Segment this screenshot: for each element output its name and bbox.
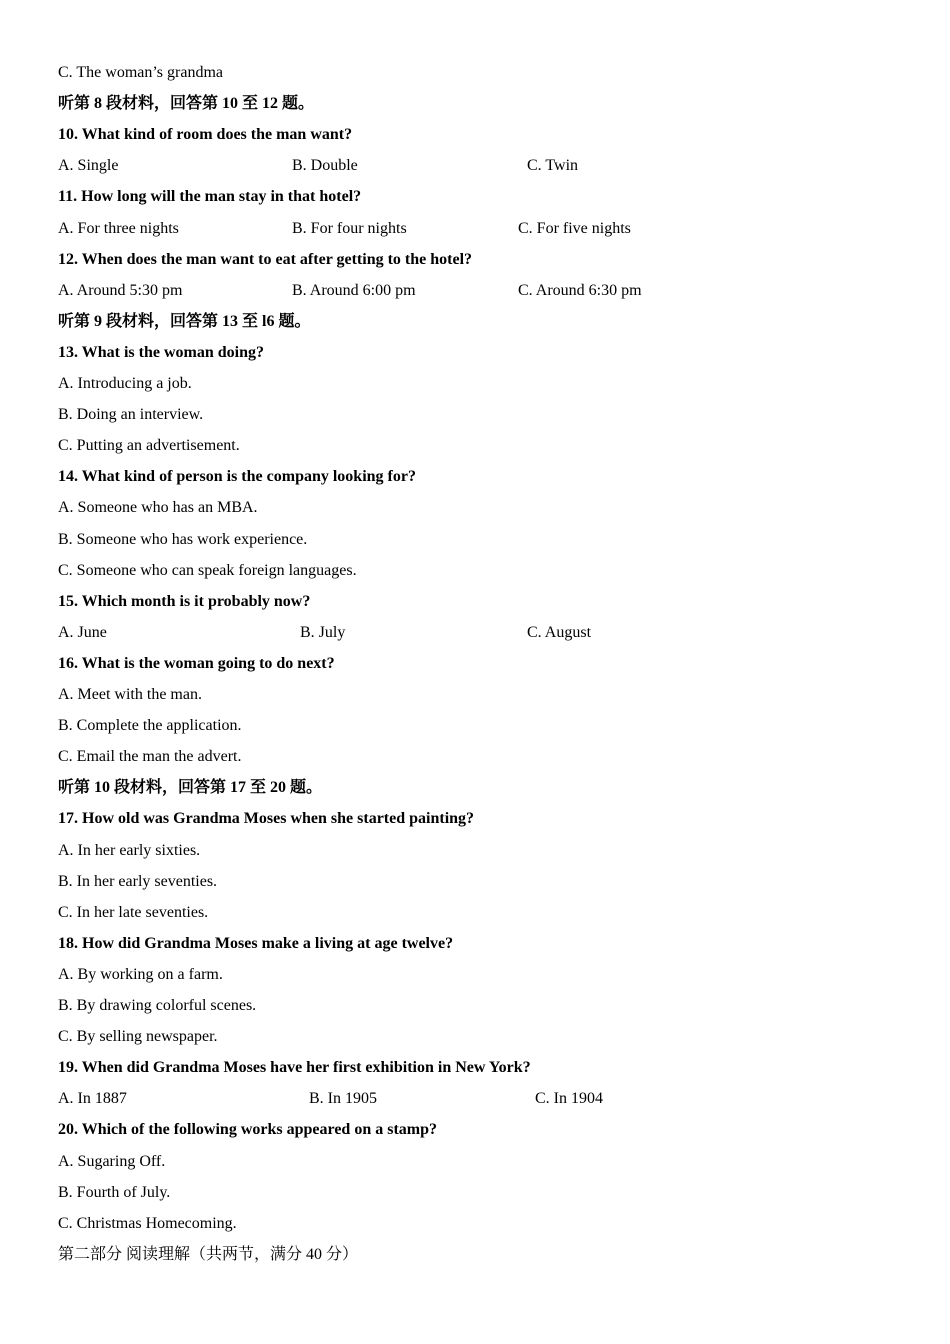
question-text: 17. How old was Grandma Moses when she started painting? — [58, 810, 475, 827]
question-text: 12. When does the man want to eat after getting to the hotel? — [58, 251, 473, 268]
question-text: 15. Which month is it probably now? — [58, 593, 311, 610]
answer-option: C. Christmas Homecoming. — [58, 1215, 237, 1232]
answer-option: B. Doing an interview. — [58, 406, 204, 423]
answer-option: A. By working on a farm. — [58, 966, 223, 983]
answer-option: A. In her early sixties. — [58, 842, 201, 859]
question-text: 16. What is the woman going to do next? — [58, 655, 335, 672]
section-heading: 第二部分 阅读理解（共两节，满分 40 分） — [58, 1246, 359, 1263]
answer-option: B. July — [300, 624, 346, 641]
question-text: 13. What is the woman doing? — [58, 344, 264, 361]
answer-option: B. Complete the application. — [58, 717, 242, 734]
answer-option: A. For three nights — [58, 220, 179, 237]
answer-option: C. In her late seventies. — [58, 904, 209, 921]
answer-option: A. Single — [58, 157, 119, 174]
answer-option: A. Meet with the man. — [58, 686, 202, 703]
answer-option: C. Around 6:30 pm — [518, 282, 642, 299]
section-heading: 听第 10 段材料，回答第 17 至 20 题。 — [58, 779, 323, 796]
answer-option: B. In her early seventies. — [58, 873, 218, 890]
section-heading: 听第 8 段材料，回答第 10 至 12 题。 — [58, 95, 315, 112]
section-heading: 听第 9 段材料，回答第 13 至 l6 题。 — [58, 313, 311, 330]
answer-option: C. August — [527, 624, 592, 641]
answer-option: B. For four nights — [292, 220, 407, 237]
answer-option: A. Sugaring Off. — [58, 1153, 166, 1170]
answer-option: C. By selling newspaper. — [58, 1028, 218, 1045]
answer-option: C. Twin — [527, 157, 579, 174]
question-text: 10. What kind of room does the man want? — [58, 126, 353, 143]
answer-option: C. In 1904 — [535, 1090, 603, 1107]
question-text: 19. When did Grandma Moses have her first exhibition in New York? — [58, 1059, 531, 1076]
answer-option: B. Fourth of July. — [58, 1184, 171, 1201]
answer-option: A. Someone who has an MBA. — [58, 499, 258, 516]
answer-option: A. Around 5:30 pm — [58, 282, 183, 299]
answer-option: A. June — [58, 624, 107, 641]
question-text: 20. Which of the following works appeared on a stamp? — [58, 1121, 437, 1138]
question-text: 14. What kind of person is the company looking for? — [58, 468, 416, 485]
answer-option: B. Around 6:00 pm — [292, 282, 416, 299]
answer-option: C. Someone who can speak foreign languages. — [58, 562, 357, 579]
answer-option: B. Someone who has work experience. — [58, 531, 308, 548]
answer-option: A. In 1887 — [58, 1090, 127, 1107]
answer-option: B. In 1905 — [309, 1090, 377, 1107]
question-text: 18. How did Grandma Moses make a living at age twelve? — [58, 935, 454, 952]
answer-option: B. By drawing colorful scenes. — [58, 997, 257, 1014]
answer-option: B. Double — [292, 157, 358, 174]
answer-option: C. The woman’s grandma — [58, 64, 224, 81]
answer-option: C. Putting an advertisement. — [58, 437, 240, 454]
answer-option: C. For five nights — [518, 220, 631, 237]
answer-option: C. Email the man the advert. — [58, 748, 242, 765]
answer-option: A. Introducing a job. — [58, 375, 192, 392]
question-text: 11. How long will the man stay in that hotel? — [58, 188, 362, 205]
